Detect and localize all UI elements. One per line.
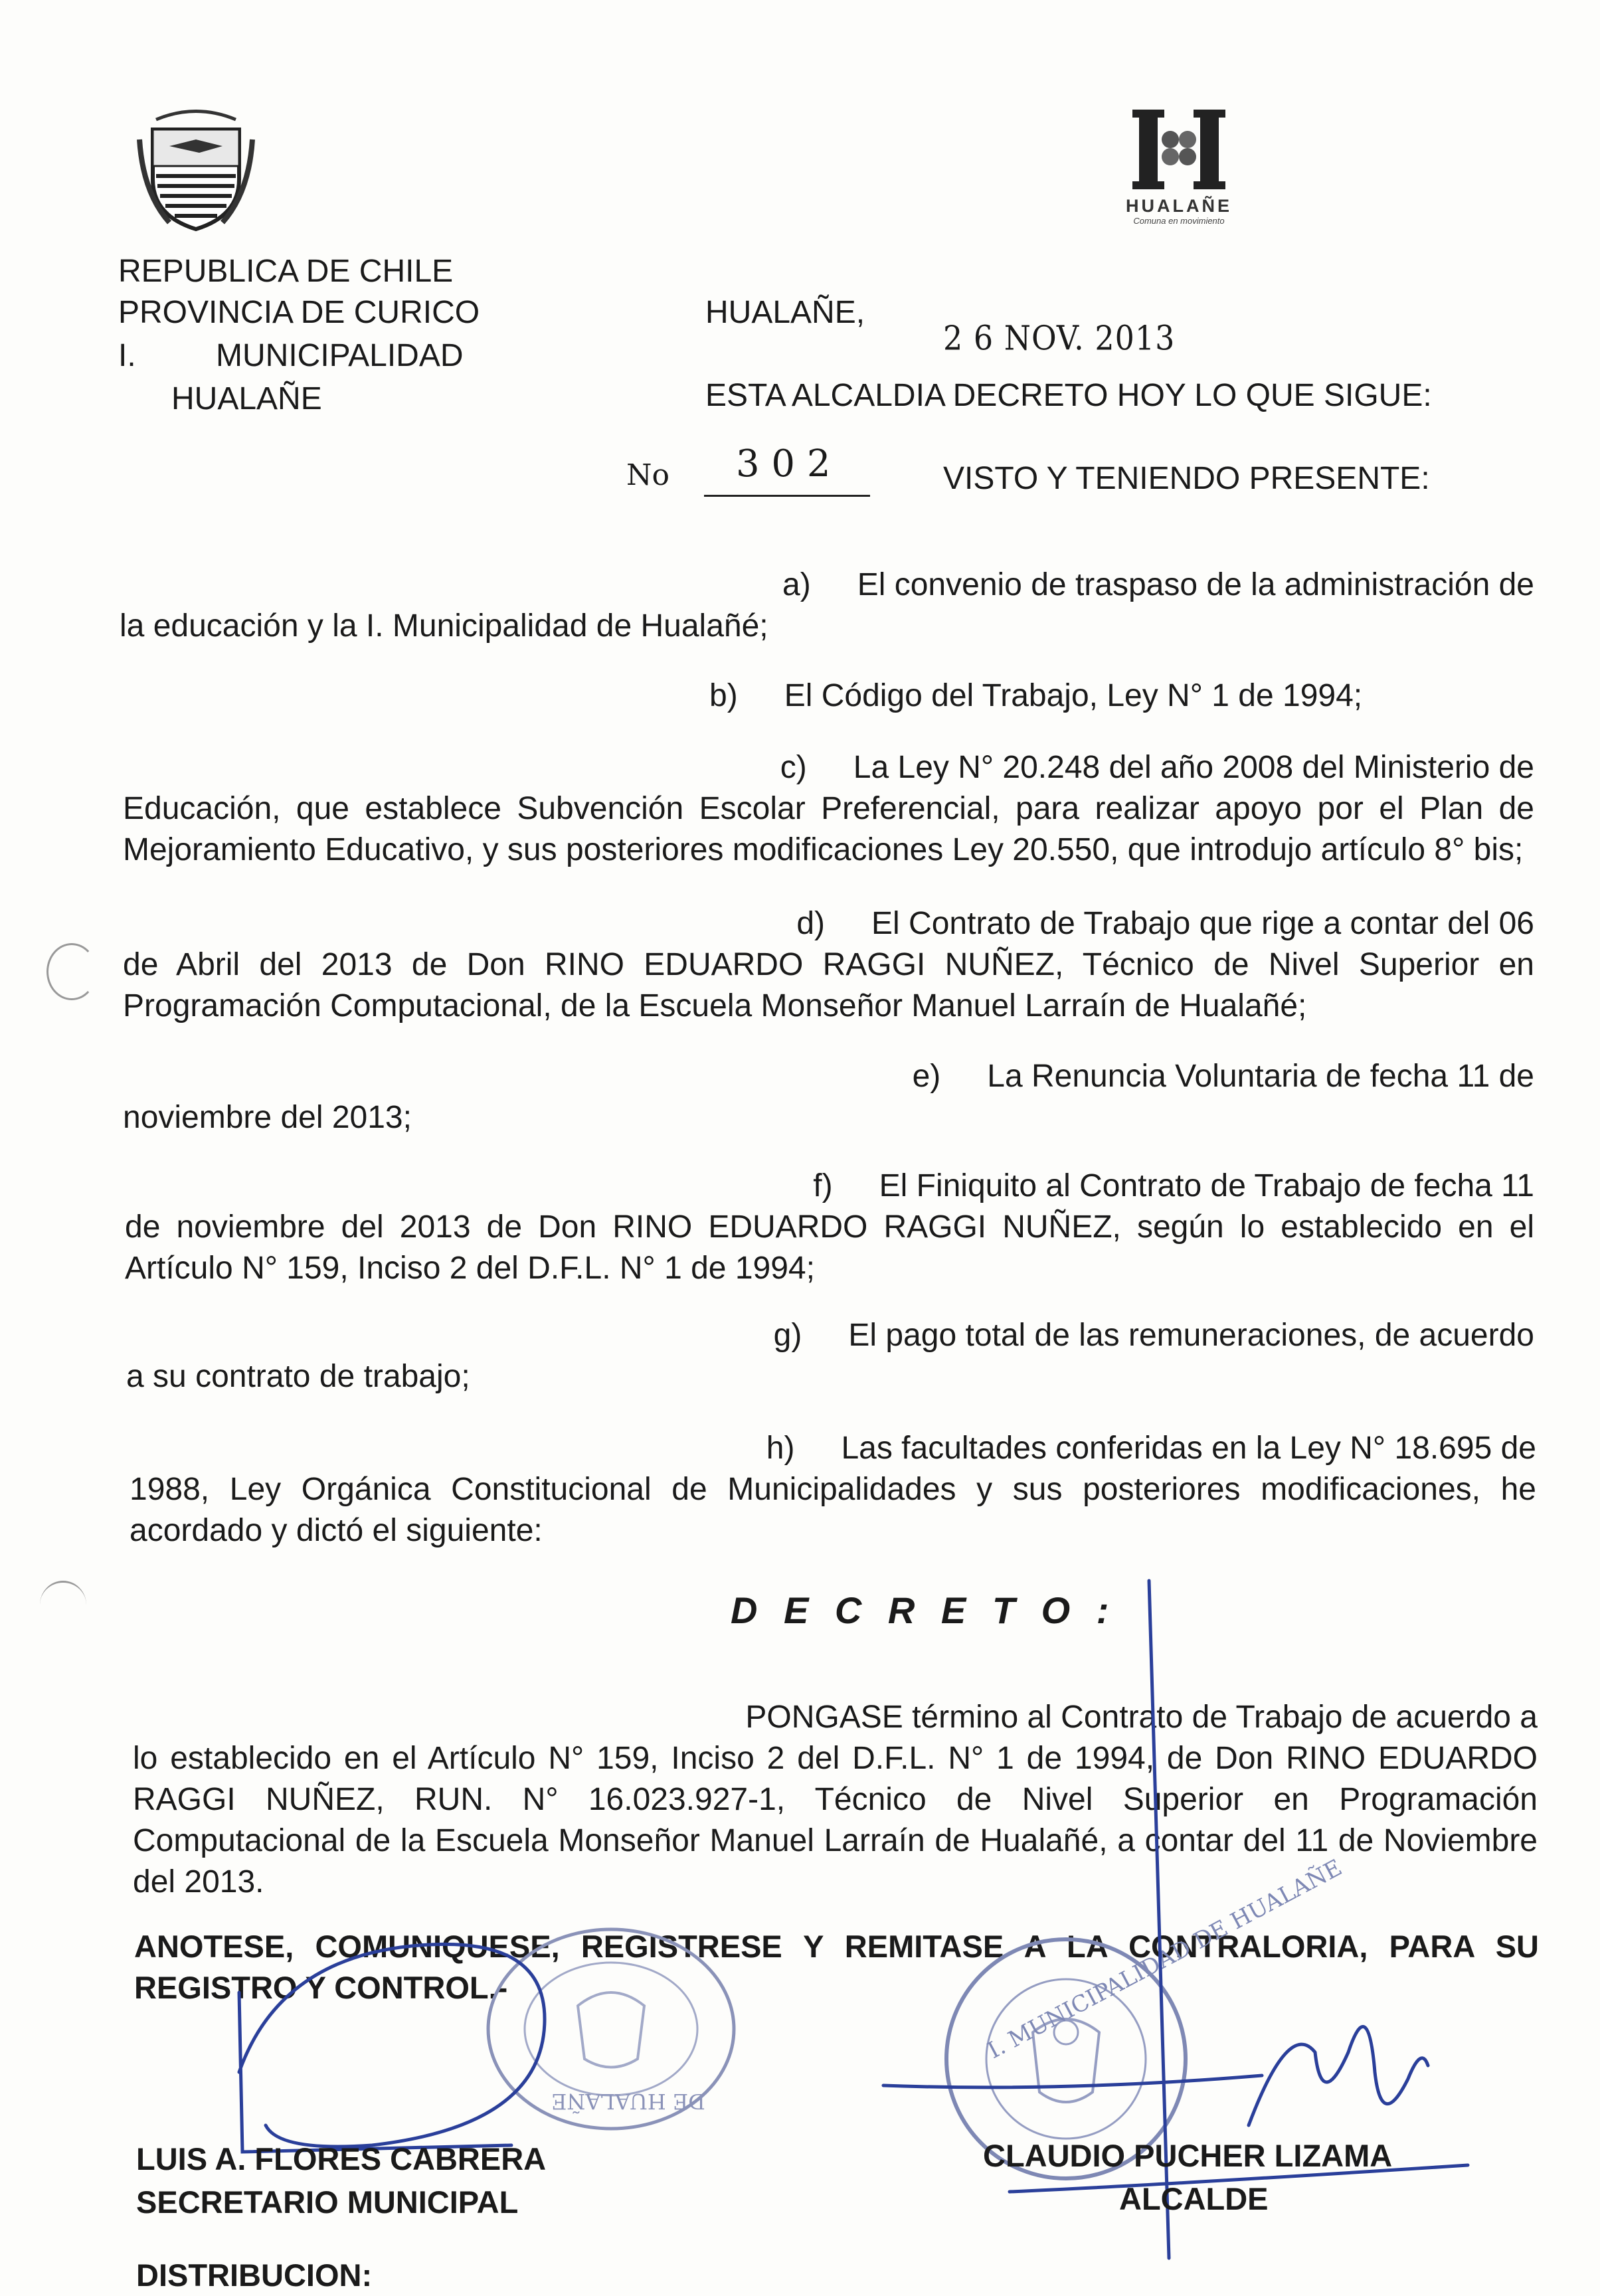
- considerando-letter: e): [912, 1059, 941, 1094]
- considerando-h: [130, 1428, 1536, 1551]
- decree-number-prefix: No: [626, 458, 669, 492]
- decree-place: HUALAÑE,: [705, 295, 865, 330]
- considerando-first-line: El pago total de las remuneraciones, de acuerdo: [848, 1318, 1534, 1353]
- decreto-heading: D E C R E T O :: [731, 1589, 1117, 1631]
- hualane-h-logo-icon: [1129, 106, 1229, 193]
- punch-hole-mark: [46, 943, 97, 1000]
- considerando-letter: f): [813, 1168, 833, 1203]
- mayor-title: ALCALDE: [1119, 2181, 1269, 2216]
- logo-name: HUALAÑE: [1126, 196, 1232, 216]
- secretary-name: LUIS A. FLORES CABRERA: [136, 2141, 547, 2176]
- distribution-heading: DISTRIBUCION:: [136, 2257, 373, 2293]
- considerando-text: a su contrato de trabajo;: [126, 1359, 470, 1394]
- municipal-crest-icon: [136, 100, 256, 232]
- decreto-first-line: PONGASE término al Contrato de Trabajo de acuerdo a: [745, 1700, 1538, 1735]
- considerando-f: [125, 1166, 1534, 1289]
- considerando-text: 1988, Ley Orgánica Constitucional de Municipalidades y sus posteriores modificaciones, he acordado y dictó el siguiente:: [130, 1472, 1536, 1548]
- considerando-letter: b): [709, 678, 738, 713]
- considerando-text: de Abril del 2013 de Don RINO EDUARDO RAGGI NUÑEZ, Técnico de Nivel Superior en Programación Computacional, de la Escuela Monseñor Manuel Larraín de Hualañé;: [123, 947, 1534, 1023]
- considerando-first-line: El Código del Trabajo, Ley N° 1 de 1994;: [784, 678, 1363, 713]
- logo-tagline: Comuna en movimiento: [1133, 216, 1225, 226]
- considerando-first-line: El convenio de traspaso de la administración de: [857, 567, 1534, 602]
- considerando-text: noviembre del 2013;: [123, 1100, 412, 1135]
- considerando-letter: d): [796, 906, 826, 941]
- considerando-first-line: La Renuncia Voluntaria de fecha 11 de: [987, 1059, 1534, 1094]
- issuer-line-province: PROVINCIA DE CURICO: [118, 295, 480, 330]
- closing-formula: ANOTESE, COMUNIQUESE, REGISTRESE Y REMITASE A LA CONTRALORIA, PARA SU REGISTRO Y CONTROL.-: [134, 1929, 1539, 2005]
- considerando-c: [123, 747, 1534, 871]
- considerando-first-line: La Ley N° 20.248 del año 2008 del Ministerio de: [853, 750, 1534, 785]
- issuer-line-country: REPUBLICA DE CHILE: [118, 254, 454, 289]
- secretary-seal-text: DE HUALAÑE: [551, 2089, 705, 2114]
- considerando-g: [126, 1315, 1534, 1397]
- considerando-b: [120, 675, 1534, 717]
- punch-hole-mark: [40, 1581, 86, 1629]
- hualane-logo: [1122, 106, 1235, 232]
- secretary-title: SECRETARIO MUNICIPAL: [136, 2184, 519, 2220]
- secretary-seal-stamp: [478, 1919, 744, 2139]
- considerando-text: de noviembre del 2013 de Don RINO EDUARDO RAGGI NUÑEZ, según lo establecido en el Artículo N° 159, Inciso 2 del D.F.L. N° 1 de 1994;: [125, 1209, 1534, 1286]
- considerando-letter: c): [780, 750, 807, 785]
- decree-intro: ESTA ALCALDIA DECRETO HOY LO QUE SIGUE:: [705, 378, 1432, 413]
- decree-number-underline: [704, 495, 870, 497]
- considerando-first-line: El Contrato de Trabajo que rige a contar del 06: [871, 906, 1534, 941]
- considerando-first-line: Las facultades conferidas en la Ley N° 18.695 de: [841, 1431, 1536, 1466]
- considerando-e: [123, 1056, 1534, 1138]
- issuer-line-commune: HUALAÑE: [171, 381, 322, 416]
- mayor-name: CLAUDIO PUCHER LIZAMA: [983, 2138, 1393, 2173]
- issuer-line-municipalidad: MUNICIPALIDAD: [216, 338, 464, 373]
- considerando-letter: h): [766, 1431, 795, 1466]
- considerando-first-line: El Finiquito al Contrato de Trabajo de fecha 11: [879, 1168, 1534, 1203]
- decreto-text: lo establecido en el Artículo N° 159, Inciso 2 del D.F.L. N° 1 de 1994, de Don RINO EDUARDO RAGGI NUÑEZ, RUN. N° 16.023.927-1, Técnico de Nivel Superior en Programación Computacional de la Escuela Monseñor Manuel Larraín de Hualañé, a contar del 11 de Noviembre del 2013.: [133, 1741, 1538, 1899]
- considerando-text: la educación y la I. Municipalidad de Hualañé;: [120, 608, 768, 644]
- considerando-text: Educación, que establece Subvención Escolar Preferencial, para realizar apoyo por el Plan de Mejoramiento Educativo, y sus posteriores modificaciones Ley 20.550, que introdujo artículo 8° bis;: [123, 791, 1534, 867]
- considerando-a: [120, 565, 1534, 647]
- considerando-d: [123, 903, 1534, 1027]
- considerando-letter: a): [782, 567, 811, 602]
- mayor-seal-text: I. MUNICIPALIDAD DE HUALAÑE: [983, 1854, 1347, 2064]
- issuer-line-i: I.: [118, 338, 136, 373]
- date-stamp: 2 6 NOV. 2013: [943, 318, 1176, 358]
- visto-heading: VISTO Y TENIENDO PRESENTE:: [943, 461, 1430, 496]
- considerando-letter: g): [773, 1318, 802, 1353]
- decree-number: 3 0 2: [736, 442, 831, 486]
